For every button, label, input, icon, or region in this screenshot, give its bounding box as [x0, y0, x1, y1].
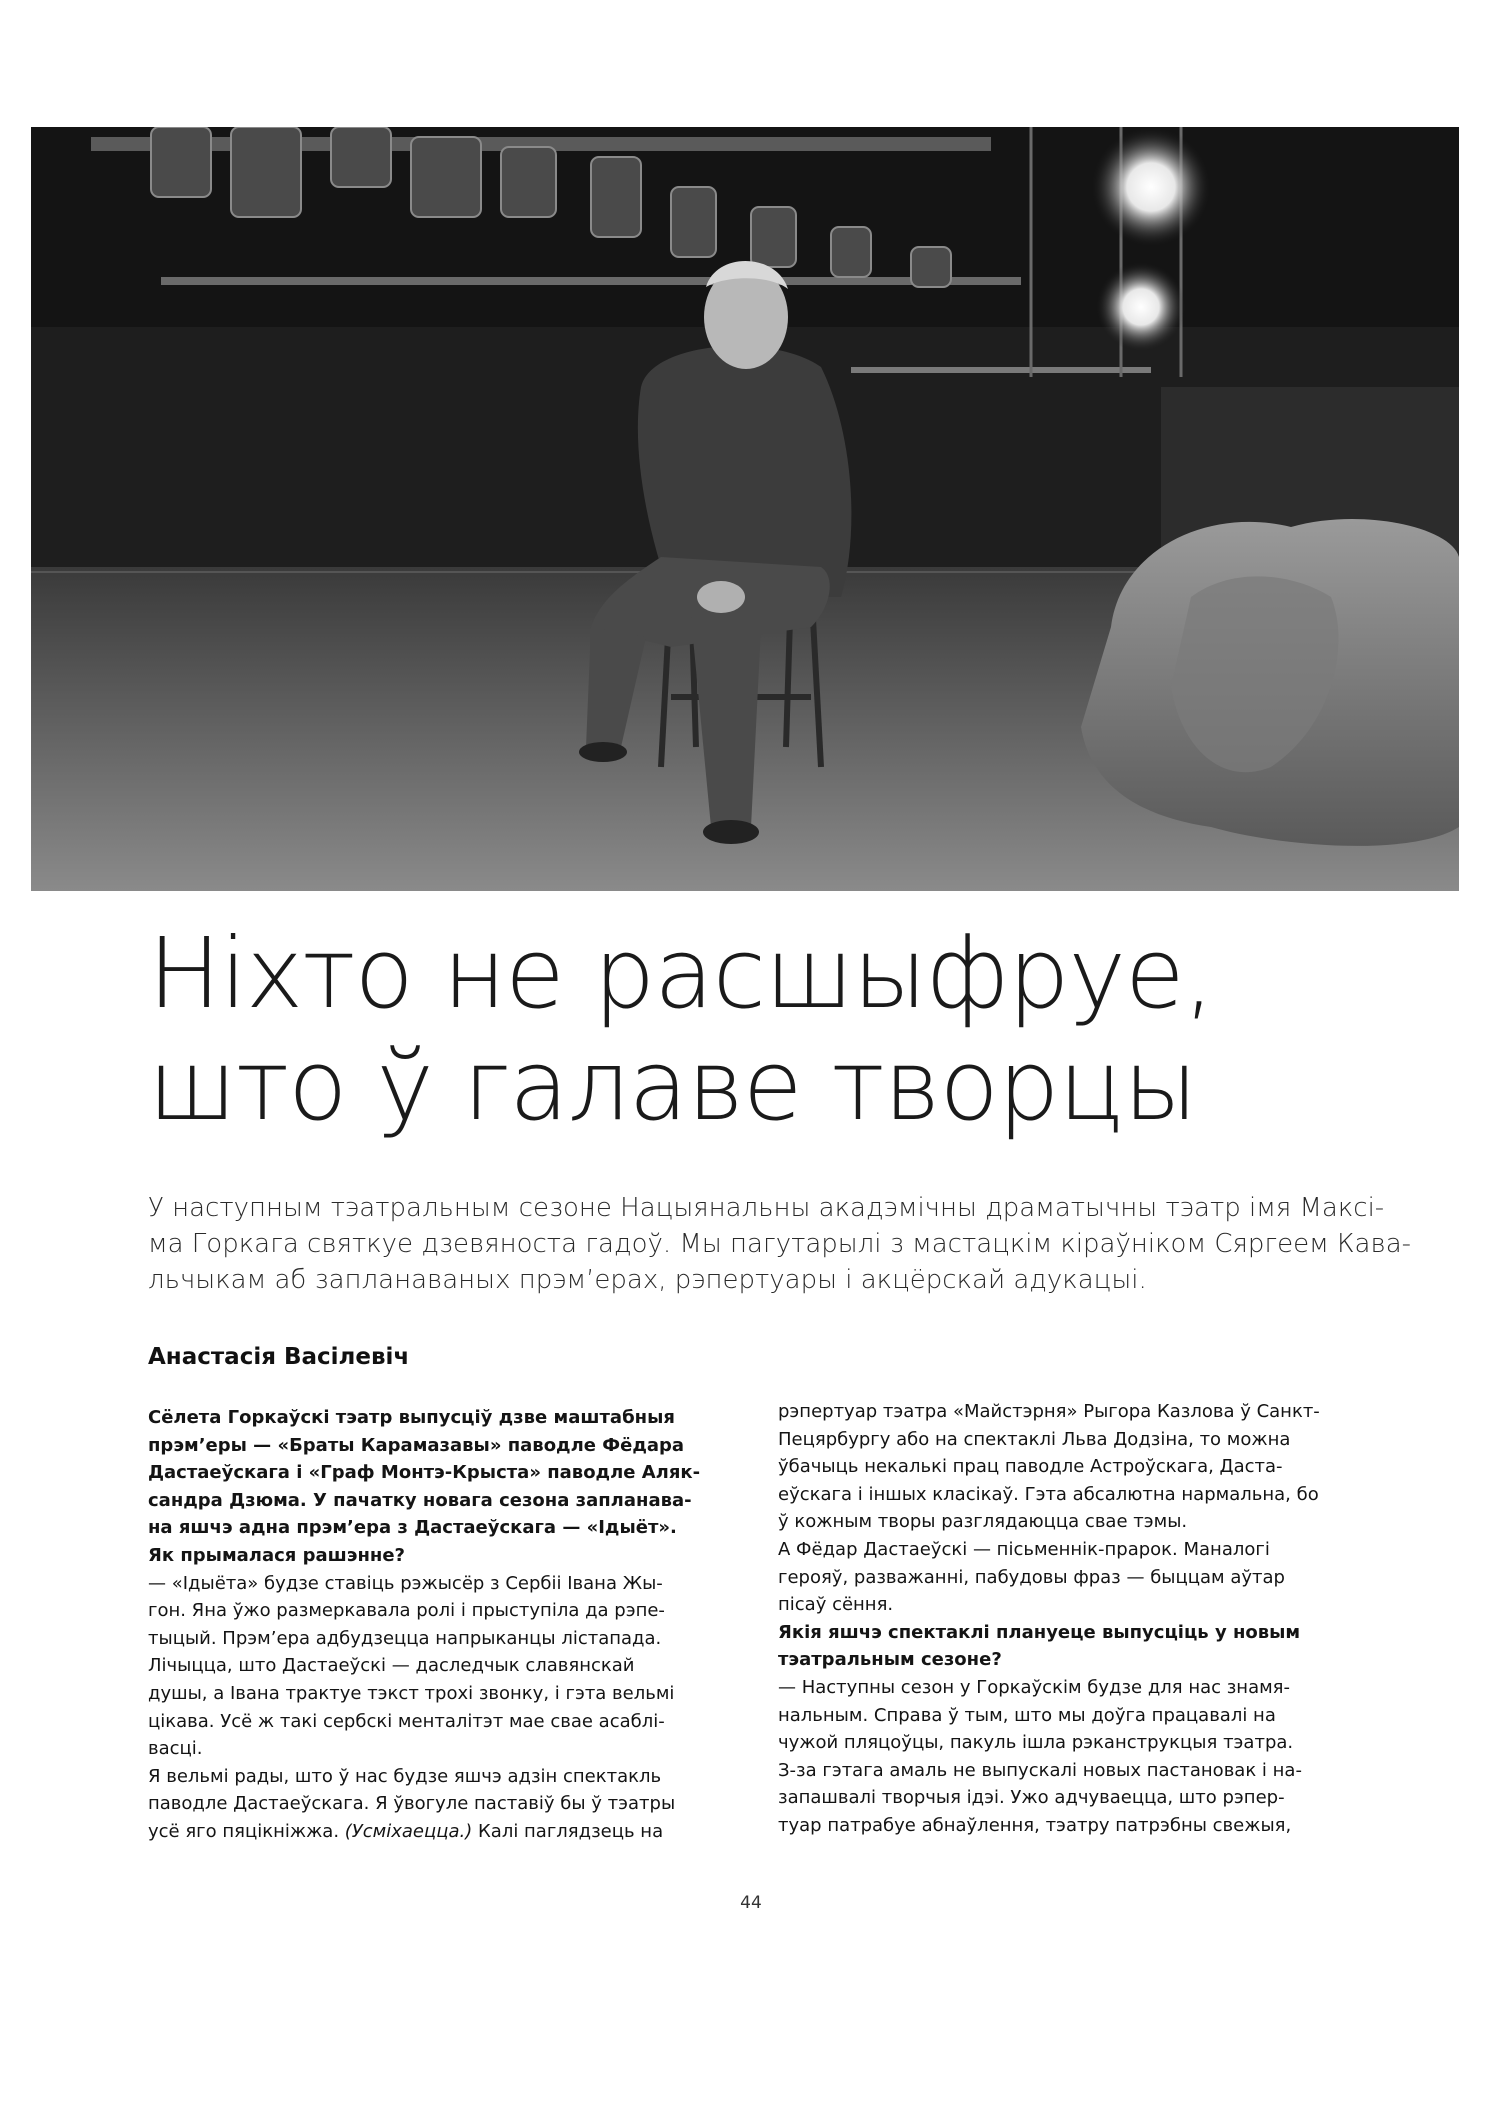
answer-line: тыцый. Прэм’ера адбудзецца напрыканцы лістапада.	[148, 1627, 662, 1649]
answer-text: усё яго пяцікніжжа.	[148, 1820, 345, 1842]
answer-line: Пецярбургу або на спектаклі Льва Додзіна, то можна	[778, 1428, 1291, 1450]
answer-line: рэпертуар тэатра «Майстэрня» Рыгора Казлова ў Санкт-	[778, 1401, 1320, 1422]
question-line: сандра Дзюма. У пачатку новага сезона запланава-	[148, 1489, 692, 1511]
answer-line: — Наступны сезон у Горкаўскім будзе для нас знамя-	[778, 1676, 1291, 1698]
answer-line: пісаў сёння.	[778, 1594, 894, 1616]
answer-line: нальным. Справа ў тым, што мы доўга працавалі на	[778, 1704, 1276, 1726]
answer-line: герояў, разважанні, пабудовы фраз — быццам аўтар	[778, 1566, 1285, 1588]
article-column-right	[778, 1398, 1338, 1840]
answer-line: чужой пляцоўцы, пакуль ішла рэканструкцыя тэатра.	[778, 1732, 1294, 1754]
question-line: прэм’еры — «Браты Карамазавы» паводле Фёдара	[148, 1434, 685, 1456]
lead-line: У наступным тэатральным сезоне Нацыянальны акадэмічны драматычны тэатр імя Максі-	[148, 1193, 1385, 1223]
answer-line: Я вельмі рады, што ў нас будзе яшчэ адзін спектакль	[148, 1765, 662, 1787]
question-line: Якія яшчэ спектаклі плануеце выпусціць у новым	[778, 1621, 1301, 1643]
answer-line: запашвалі творчыя ідэі. Ужо адчуваецца, што рэпер-	[778, 1787, 1285, 1809]
answer-line: паводле Дастаеўскага. Я ўвогуле паставіў бы ў тэатры	[148, 1793, 676, 1815]
lead-line: ма Горкага святкуе дзевяноста гадоў. Мы пагутарылі з мастацкім кіраўніком Сяргеем Кава-	[148, 1229, 1412, 1259]
answer-line: цікава. Усё ж такі сербскі менталітэт мае свае асаблі-	[148, 1710, 665, 1732]
question-line: Сёлета Горкаўскі тэатр выпусціў дзве маштабныя	[148, 1407, 675, 1428]
page-number: 44	[740, 1893, 762, 1913]
answer-line: еўскага і іншых класікаў. Гэта абсалютна нармальна, бо	[778, 1483, 1319, 1505]
stage-direction: (Усміхаецца.)	[344, 1820, 473, 1842]
article-title	[148, 918, 1398, 1142]
answer-text: Калі паглядзець на	[472, 1820, 664, 1842]
answer-line	[148, 1818, 708, 1846]
article-lead	[148, 1190, 1412, 1298]
answer-line: А Фёдар Дастаеўскі — пісьменнік-прарок. Маналогі	[778, 1538, 1270, 1560]
answer-line: ўбачыць некалькі прац паводле Астроўскага, Даста-	[778, 1456, 1283, 1478]
answer-line: ў кожным творы разглядаюцца свае тэмы.	[778, 1511, 1188, 1533]
answer-line: васці.	[148, 1738, 203, 1760]
answer-line: гон. Яна ўжо размеркавала ролі і прыступіла да рэпе-	[148, 1600, 665, 1622]
stage-photo-illustration	[31, 127, 1459, 891]
article-column-left	[148, 1404, 708, 1846]
author-byline: Анастасія Васілевіч	[148, 1344, 410, 1370]
title-line: Ніхто не расшыфруе,	[148, 917, 1214, 1030]
theatre-stage-photo	[31, 127, 1459, 891]
question-line: тэатральным сезоне?	[778, 1649, 1002, 1671]
question-line: на яшчэ адна прэм’ера з Дастаеўскага — «Ідыёт».	[148, 1517, 677, 1539]
question-line: Дастаеўскага і «Граф Монтэ-Крыста» паводле Аляк-	[148, 1462, 701, 1484]
question-line: Як прымалася рашэнне?	[148, 1544, 405, 1566]
answer-line: душы, а Івана трактуе тэкст трохі звонку, і гэта вельмі	[148, 1682, 675, 1704]
lead-line: льчыкам аб запланаваных прэм’ерах, рэпертуары і акцёрскай адукацыі.	[148, 1265, 1147, 1295]
answer-line: туар патрабуе абнаўлення, тэатру патрэбны свежыя,	[778, 1814, 1292, 1836]
title-line: што ў галаве творцы	[148, 1029, 1197, 1142]
answer-line: — «Ідыёта» будзе ставіць рэжысёр з Сербіі Івана Жы-	[148, 1572, 663, 1594]
answer-line: З-за гэтага амаль не выпускалі новых пастановак і на-	[778, 1759, 1302, 1781]
answer-line: Лічыцца, што Дастаеўскі — даследчык славянскай	[148, 1655, 635, 1677]
